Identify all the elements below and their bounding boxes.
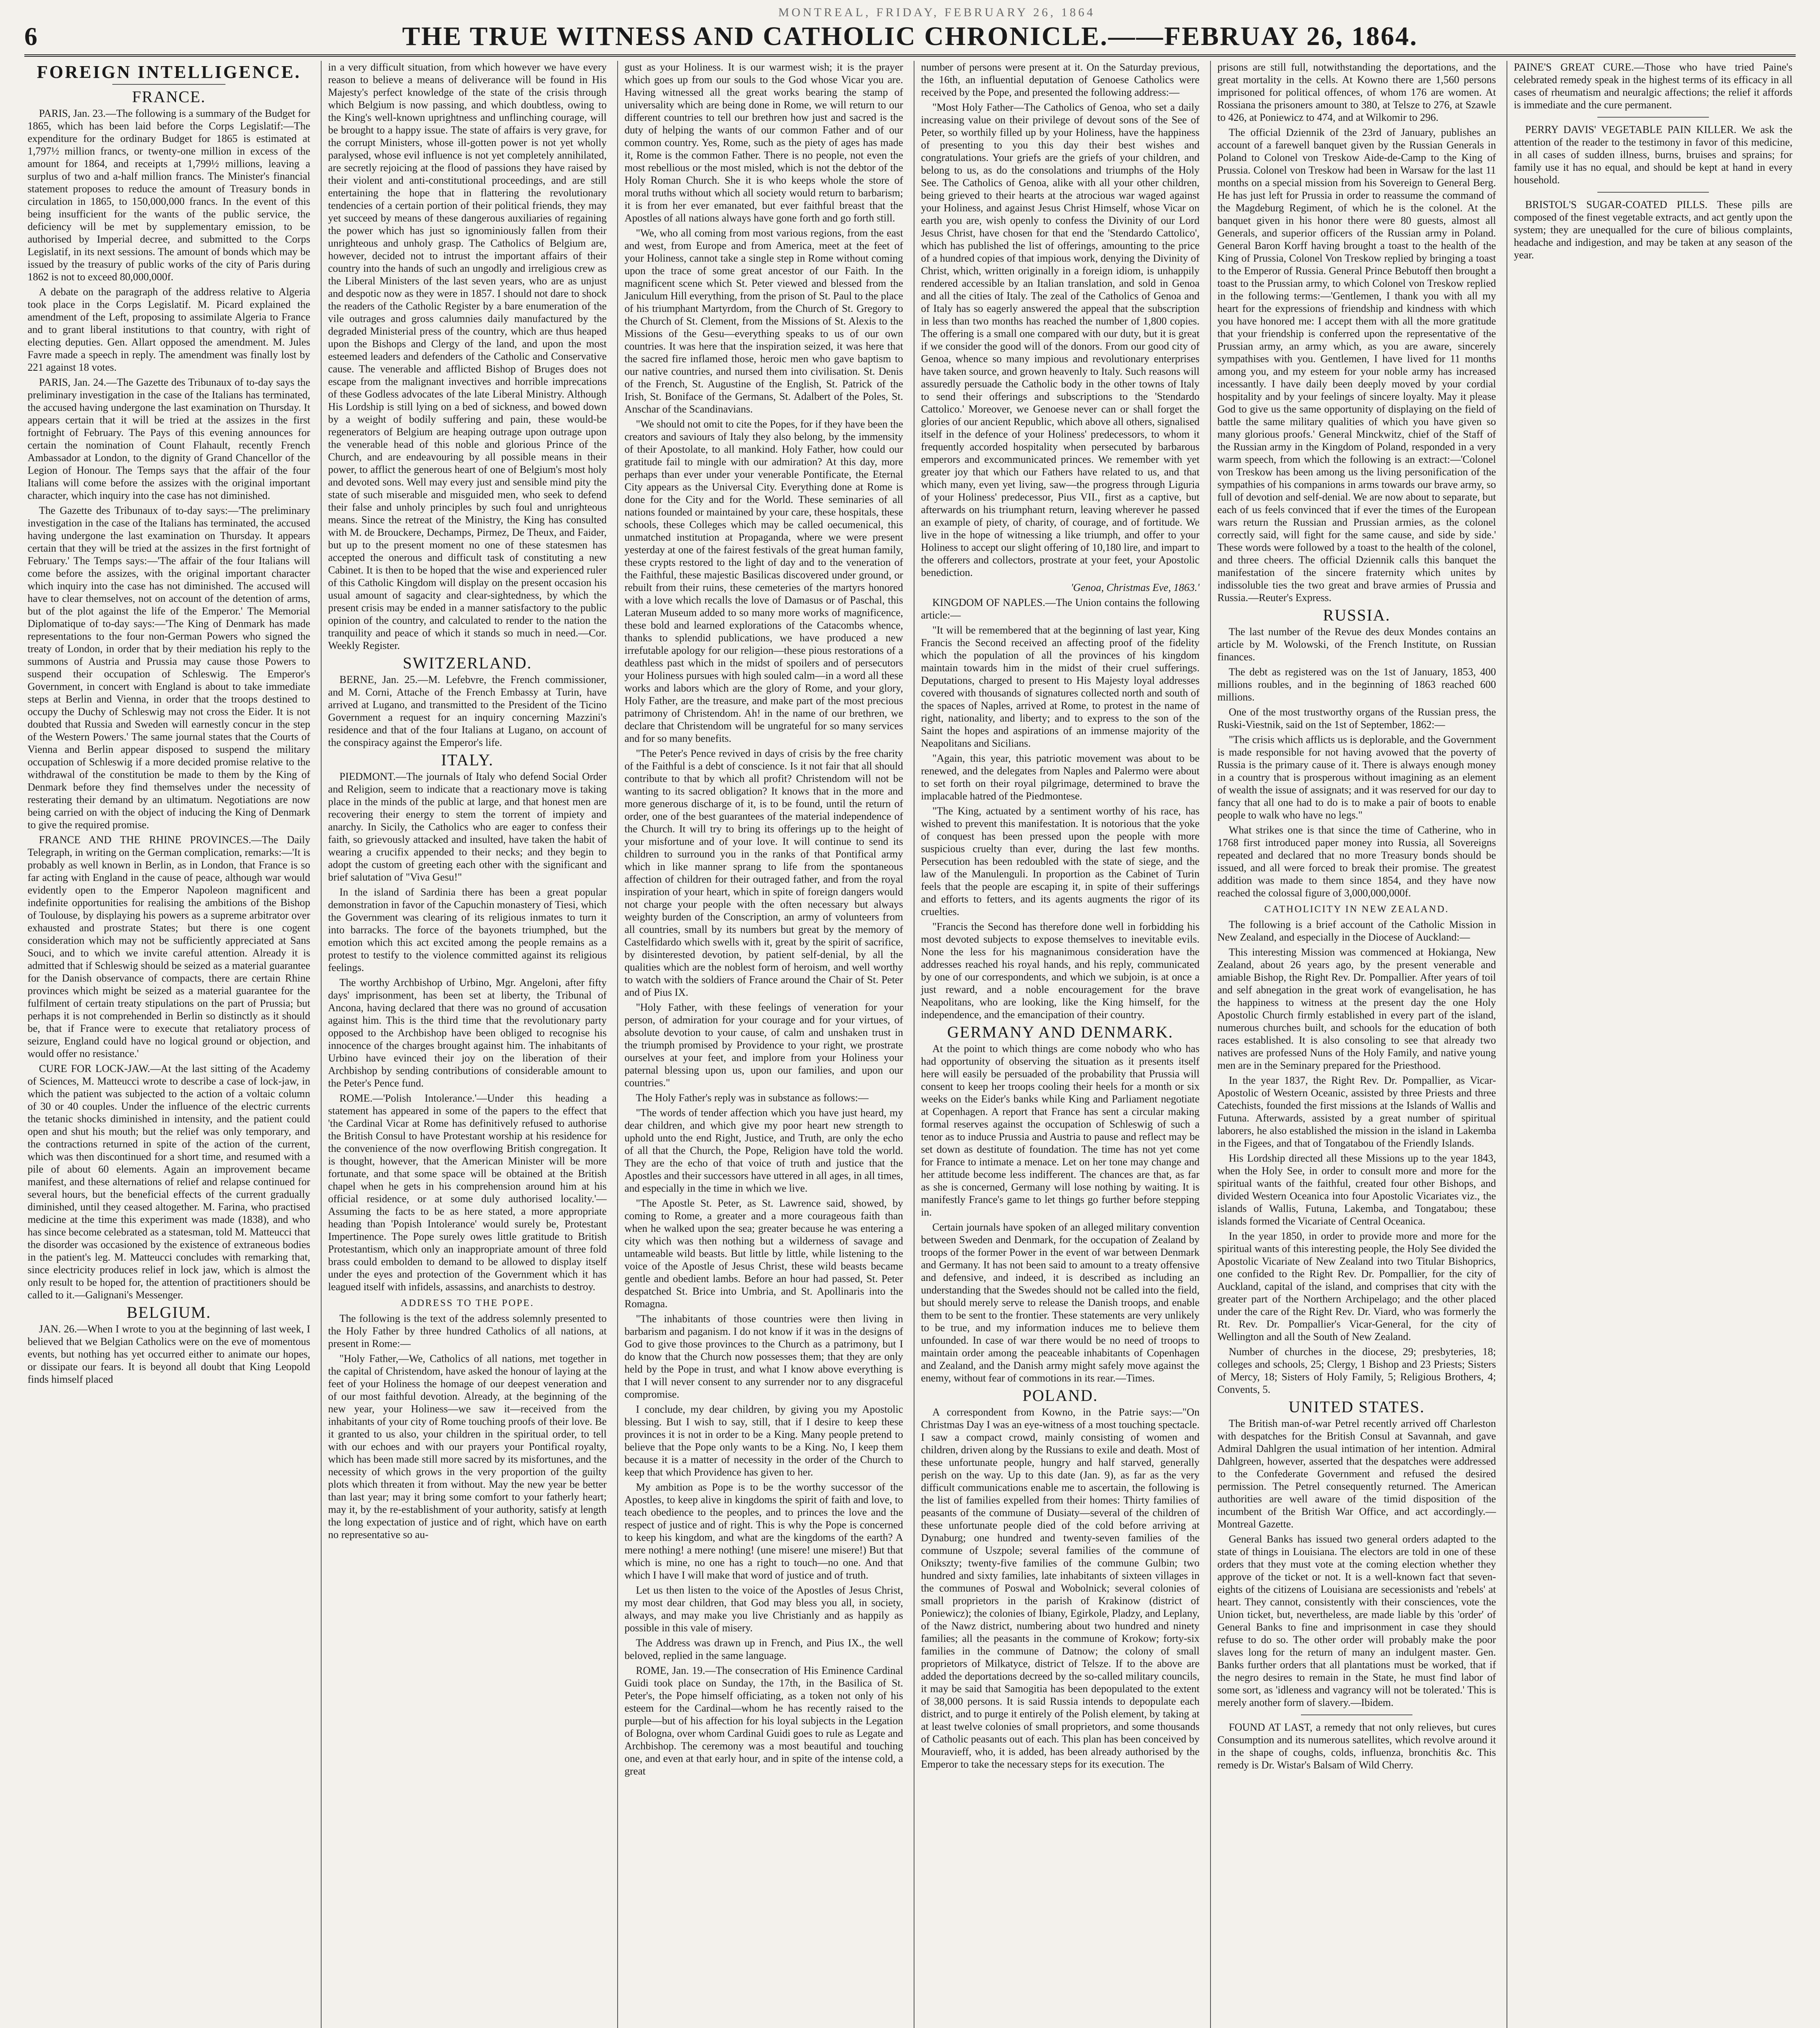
article-paragraph: PARIS, Jan. 23.—The following is a summary of the Budget for 1865, which has been laid before the Corps Legislatif:—The expenditure for the ordinary Budget for 1865 is estimated at 1,797½ million francs, or twenty-one million in excess of the amount for 1864, and receipts at 1,799½ millions, leaving a surplus of two and a-half million francs. The Minister's financial statement proposes to reduce the amount of Treasury bonds in circulation in 1865, to 150,000,000 francs. In the event of this being insufficient for the wants of the public service, the deficiency will be met by supplementary emission, to be authorised by Imperial decree, and submitted to the Corps Legislatif, in its next sessions. The amount of bonds which may be issued by the treasury of public works of the city of Paris during 1862 is not to exceed 80,000,000f. [28, 107, 310, 283]
country-heading-russia: RUSSIA. [1323, 606, 1391, 624]
country-heading-france: FRANCE. [132, 88, 206, 106]
article-paragraph: A correspondent from Kowno, in the Patrie says:—"On Christmas Day I was an eye-witness of a most touching spectacle. I saw a compact crowd, mainly consisting of women and children, driven along by the Russians to exile and death. Most of these unfortunate people, hungry and half starved, generally perish on the way. Up to this date (Jan. 9), as far as the very difficult communications enable me to ascertain, the following is the list of families expelled from their homes: Thirty families of peasants of the commune of Dusiaty—several of the children of these unfortunate people died of the cold before arriving at Dynaburg; one hundred and twenty-seven families of the commune of Uszpole; several families of the commune of Onikszty; twenty-five families of the commune Gulbin; two hundred and sixty families, late inhabitants of sixteen villages in the communes of Poswal and Wobolnick; several colonies of small proprietors in the parish of Krakinow (district of Poniewicz); the colonies of Ibiany, Egirkole, Pladzy, and Leplany, of the Nawz district, numbering about two hundred and ninety families; all the peasants in the commune of Krokow; forty-six families in the commune of Datnow; the colony of small proprietors of Milkatyce, district of Telsze. If to the above are added the deportations decreed by the so-called military councils, it may be said that Samogitia has been depopulated to the extent of 38,000 persons. It is said Russia intends to depopulate each district, and to purge it entirely of the Polish element, by taking at at least twelve colonies of small proprietors, and some thousands of Catholic peasants out of each. This plan has been conceived by Mouravieff, who, it is added, has been already authorised by the Emperor to take the necessary steps for its execution. The [921, 1406, 1200, 1770]
article-paragraph: gust as your Holiness. It is our warmest wish; it is the prayer which goes up from our souls to the God whose Vicar you are. Having witnessed all the great works bearing the stamp of universality which are being done in Rome, we will return to our different countries to tell our brethren how just and sacred is the duty of helping the wants of our common Father and of our common country. Yes, Rome, such as the piety of ages has made it, Rome is the common Father. There is no people, not even the most rebellious or the most misled, which is not the debtor of the Holy Roman Church. She it is who keeps whole the store of moral truths without which all society would return to barbarism; it is from her ever emanated, but ever faithful breast that the Apostles of all nations always have gone forth and go forth still. [625, 61, 903, 224]
article-paragraph: prisons are still full, notwithstanding the deportations, and the great mortality in the cells. At Kowno there are 1,560 persons imprisoned for political offences, of whom 176 are women. At Rossiana the prisoners amount to 380, at Telsze to 276, at Szawle to 426, at Poniewicz to 474, and at Wilkomir to 296. [1217, 61, 1496, 123]
masthead [24, 6, 1796, 57]
article-paragraph: In the island of Sardinia there has been a great popular demonstration in favor of the Capuchin monastery of Tiesi, which the Government was clearing of its religious inmates to turn it into barracks. The force of the bayonets triumphed, but the emotion which this act excited among the people remains as a protest to testify to the violence committed against its religious feelings. [328, 886, 607, 973]
article-paragraph: A debate on the paragraph of the address relative to Algeria took place in the Corps Legislatif. M. Picard explained the amendment of the Left, proposing to assimilate Algeria to France and to grant liberal institutions to that country, with right of electing deputies. Gen. Allart opposed the amendment. M. Jules Favre made a speech in reply. The amendment was finally lost by 221 against 18 votes. [28, 286, 310, 373]
article-paragraph: The British man-of-war Petrel recently arrived off Charleston with despatches for the British Consul at Savannah, and gave Admiral Dahlgren the usual intimation of her intention. Admiral Dahlgreen, however, asserted that the despatches were addressed to the Confederate Government and refused the desired permission. The Petrel consequently returned. The American authorities are well aware of the timid disposition of the incumbent of the British War Office, and act accordingly.—Montreal Gazette. [1217, 1418, 1496, 1530]
article-paragraph: PIEDMONT.—The journals of Italy who defend Social Order and Religion, seem to indicate that a reactionary move is taking place in the minds of the public at large, and that honest men are recovering their energy to stem the torrent of impiety and anarchy. In Sicily, the Catholics who are eager to confess their faith, so grievously attacked and insulted, have taken the habit of wearing a crucifix appended to their necks; and they begin to adopt the custom of greeting each other with the significant and brief salutation of "Viva Gesu!" [328, 771, 607, 883]
subheading-new-zealand: CATHOLICITY IN NEW ZEALAND. [1264, 904, 1449, 915]
article-paragraph: This interesting Mission was commenced at Hokianga, New Zealand, about 26 years ago, by the present venerable and amiable Bishop, the Right Rev. Dr. Pompallier. After years of toil and self abnegation in the great work of evangelisation, he has the happiness to witness at the present day the one Holy Apostolic Church firmly established in every part of the island, numerous churches built, and schools for the education of both races established. It is also consoling to see that already two natives are professed Nuns of the Holy Family, and native young men are in the Seminary prepared for the Priesthood. [1217, 946, 1496, 1071]
newspaper-title: THE TRUE WITNESS AND CATHOLIC CHRONICLE.——FEBRUAY 26, 1864. [402, 21, 1418, 51]
article-paragraph: In the year 1837, the Right Rev. Dr. Pompallier, as Vicar-Apostolic of Western Oceanic, assisted by three Priests and three Catechists, founded the first missions at the Islands of Wallis and Futuna. Afterwards, assisted by a great number of spiritual laborers, he also established the mission in the island in Lakemba in the Figees, and that of Tongatabou of the Friendly Islands. [1217, 1074, 1496, 1149]
column-4 [914, 61, 1203, 2028]
column-1 [24, 61, 313, 2028]
article-paragraph: Number of churches in the diocese, 29; presbyteries, 18; colleges and schools, 25; Clergy, 1 Bishop and 23 Priests; Sisters of Mercy, 18; Sisters of Holy Family, 5; Religious Brothers, 4; Convents, 5. [1217, 1346, 1496, 1395]
article-paragraph: in a very difficult situation, from which however we have every reason to believe a means of deliverance will be found in His Majesty's perfect knowledge of the state of the crisis through which Belgium is now passing, and which doubtless, owing to the King's well-known uprightness and unflinching courage, will be brought to a happy issue. The state of affairs is very grave, for the corrupt Ministers, whose ill-gotten power is not yet wholly paralysed, whose evil influence is not yet completely annihilated, are secretly rejoicing at the flood of passions they have raised by their violent and anti-constitutional proceedings, and are still entertaining the hope that in flattering the revolutionary tendencies of a certain portion of their political friends, they may yet succeed by means of these dangerous auxiliaries of regaining the power which has just so ignominiously fallen from their unrighteous and unholy grasp. The Catholics of Belgium are, however, decided not to intrust the important affairs of their country into the hands of such an ungodly and irreligious crew as the Liberal Ministers of the last seven years, who are as unjust and despotic now as they were in 1857. I should not dare to shock the readers of the Catholic Register by a bare enumeration of the vile outrages and gross calumnies daily manufactured by the degraded Ministerial press of the country, which are thus heaped upon the Bishops and Clergy of the land, and upon the most esteemed leaders and defenders of the Catholic and Conservative cause. The venerable and afflicted Bishop of Bruges does not escape from the malignant invectives and horrible imprecations of these Godless advocates of the late Liberal Ministry. Although His Lordship is still lying on a bed of sickness, and bowed down by a weight of bodily suffering and pain, these would-be regenerators of Belgium are heaping outrage upon outrage upon the venerable head of this noble and glorious Prince of the Church, and are endeavouring by all possible means in their power, to afflict the generous heart of one of Belgium's most holy and devoted sons. Well may every just and sensible mind pity the state of such miserable and misguided men, who seek to defend their false and unholy principles by such foul and unrighteous means. Since the retreat of the Ministry, the King has consulted with M. de Brouckere, Dechamps, Pirmez, De Theux, and Faider, but up to the present moment no one of these statesmen has accepted the onerous and difficult task of constituting a new Cabinet. It is then to be hoped that the wise and experienced ruler of this Catholic Kingdom will display on the present occasion his usual amount of sagacity and clear-sightedness, by which the present crisis may be ended in a manner satisfactory to the public opinion of the country, and calculated to render to the nation the tranquility and peace of which it stands so much in need.—Cor. Weekly Register. [328, 61, 607, 651]
article-paragraph: My ambition as Pope is to be the worthy successor of the Apostles, to keep alive in kingdoms the spirit of faith and love, to teach obedience to the peoples, and to princes the love and the respect of justice and of right. This is why the Pope is concerned to keep his kingdom, and what are the kingdoms of the earth? A mere nothing! a mere nothing! (une misere! une misere!) But that which is mine, no one has a right to touch—no one. And that which I have I will make that word of justice and of truth. [625, 1481, 903, 1581]
article-paragraph: "Holy Father, with these feelings of veneration for your person, of admiration for your courage and for your virtues, of absolute devotion to your cause, of calm and unshaken trust in the triumph promised by Providence to your right, we prostrate ourselves at your feet, and implore from your Holiness your paternal blessing upon us, upon our families, and upon our countries." [625, 1001, 903, 1089]
article-paragraph: In the year 1850, in order to provide more and more for the spiritual wants of this interesting people, the Holy See divided the Apostolic Vicariate of New Zealand into two Titular Bishoprics, one confided to the Right Rev. Dr. Pompallier, for the city of Auckland, capital of the island, and comprises that city with the greater part of the Northern Archipelago; and the other placed under the care of the Right Rev. Dr. Viard, who was formerly the Rt. Rev. Dr. Pompallier's Vicar-General, for the city of Wellington and all the South of New Zealand. [1217, 1230, 1496, 1343]
article-paragraph: Certain journals have spoken of an alleged military convention between Sweden and Denmark, for the occupation of Zealand by troops of the former Power in the event of war between Denmark and Germany. It has not been said to amount to a treaty offensive and defensive, and indeed, it is described as including an understanding that the Swedes should not be called into the field, but should merely serve to release the Danish troops, and enable them to be sent to the frontier. These statements are very unlikely to be true, and my information induces me to believe them unfounded. In case of war there would be no need of troops to maintain order among the peaceable inhabitants of Copenhagen and Zealand, and the Danish army might safely move against the enemy, without fear of commotions in its rear.—Times. [921, 1221, 1200, 1384]
divider [1301, 1714, 1412, 1715]
article-paragraph: The Address was drawn up in French, and Pius IX., the well beloved, replied in the same language. [625, 1637, 903, 1661]
section-heading: FOREIGN INTELLIGENCE. [36, 62, 301, 82]
article-paragraph: FRANCE AND THE RHINE PROVINCES.—The Daily Telegraph, in writing on the German complication, remarks:—'It is probably as well known in Berlin, as in London, that France is so far acting with England in the cause of peace, although war would evidently open to the Emperor Napoleon magnificent and indefinite opportunities for realising the ambitions of the Bishop of Toulouse, by displaying his powers as a supreme arbitrator over exhausted and prostrate States; but there is one cogent consideration which may not be sufficiently appreciated at Sans Souci, and to which we invite careful attention. Already it is admitted that if Schleswig should be seized as a material guarantee for the Danish observance of compacts, there are certain Rhine provinces which might be seized as a material guarantee for the fulfilment of certain treaty stipulations on the part of Prussia; but perhaps it is not comprehended in Berlin so distinctly as it should be, that if France were to execute that retaliatory process of seizure, England could have no logical ground or objection, and would offer no resistance.' [28, 834, 310, 1059]
article-paragraph: The Gazette des Tribunaux of to-day says:—'The preliminary investigation in the case of the Italians has terminated, the accused having undergone the last examination on Thursday. It appears certain that they will be tried at the assizes in the first fortnight of February.' The Temps says:—'The affair of the four Italians will come before the assizes, with the original important character which inquiry into the case has not diminished. The accused will have to clear themselves, not on account of the detention of arms, but of the plot against the life of the Emperor.' The Memorial Diplomatique of to-day says:—'The King of Denmark has made representations to the four non-German Powers who signed the treaty of London, in order that by their mediation his reply to the summons of Austria and Prussia may cause those Powers to suspend their occupation of Schleswig. The Emperor's Government, in concert with England is about to take immediate steps at Berlin and Vienna, in order that the troops destined to occupy the Duchy of Schleswig may not cross the Eider. It is not doubted that Russia and Sweden will earnestly concur in the step of the Western Powers.' The same journal states that the Courts of Vienna and Berlin appear disposed to suspend the military occupation of Schleswig if a more decided promise relative to the withdrawal of the constitution be made to them by the King of Denmark before they find themselves under the necessity of resterating their demand by an ultimatum. Negotiations are now being carried on with the object of inducing the King of Denmark to give the required promise. [28, 505, 310, 831]
article-paragraph: The last number of the Revue des deux Mondes contains an article by M. Wolowski, of the French Institute, on Russian finances. [1217, 626, 1496, 663]
article-paragraph: "Francis the Second has therefore done well in forbidding his most devoted subjects to expose themselves to inevitable evils. None the less for his magnanimous consideration have the addresses reached his royal hands, and his reply, communicated by one of our correspondents, and which we subjoin, is at once a just reward, and a noble encouragement for the brave Neapolitans, who are looking, like the King himself, for the independence, and the emancipation of their country. [921, 921, 1200, 1020]
article-paragraph: "The King, actuated by a sentiment worthy of his race, has wished to prevent this manifestation. It is notorious that the yoke of conquest has been pressed upon the people with more suspicious cruelty than ever, during the last few months. Persecution has been redoubled with the state of siege, and the law of the Manulenguli. In proportion as the Cabinet of Turin feels that the people are escaping it, in spite of their sufferings and efforts to fetters, and its agents augments the rigor of its cruelties. [921, 805, 1200, 917]
article-paragraph: The debt as registered was on the 1st of January, 1853, 400 millions roubles, and in the beginning of 1863 reached 600 millions. [1217, 666, 1496, 703]
article-paragraph: The worthy Archbishop of Urbino, Mgr. Angeloni, after fifty days' imprisonment, has been set at liberty, the Tribunal of Ancona, having declared that there was no ground of accusation against him. This is the third time that the revolutionary party opposed to the Archbishop have been obliged to recognise his innocence of the charges brought against him. The inhabitants of Urbino have evinced their joy on the liberation of their Archbishop by sending contributions of considerable amount to the Peter's Pence fund. [328, 977, 607, 1089]
page-number: 6 [24, 22, 37, 51]
advertisement-paragraph: FOUND AT LAST, a remedy that not only relieves, but cures Consumption and its numerous satellites, which revolve around it in the shape of coughs, colds, influenza, bronchitis &c. This remedy is Dr. Wistar's Balsam of Wild Cherry. [1217, 1721, 1496, 1771]
article-paragraph: "It will be remembered that at the beginning of last year, King Francis the Second received an affecting proof of the fidelity which the population of all the provinces of his kingdom maintain towards him in the midst of their cruel sufferings. Deputations, charged to present to His Majesty loyal addresses covered with thousands of signatures collected north and south of the spaces of Naples, arrived at Rome, to protest in the name of right, nationality, and liberty; and to express to the son of the Saint the hopes and aspirations of an immense majority of the Neapolitans and Sicilians. [921, 624, 1200, 749]
advertisement-paragraph: PERRY DAVIS' VEGETABLE PAIN KILLER. We ask the attention of the reader to the testimony in favor of this medicine, in all cases of sudden illness, burns, bruises and sprains; for family use it has no equal, and should be kept at hand in every household. [1514, 124, 1792, 186]
country-heading-poland: POLAND. [1022, 1386, 1098, 1405]
article-paragraph: "Holy Father,—We, Catholics of all nations, met together in the capital of Christendom, have asked the honour of laying at the feet of your Holiness the homage of our deepest veneration and of our most faithful devotion. Already, at the beginning of the new year, your Holiness—we saw it—received from the inhabitants of your city of Rome touching proofs of their love. Be it granted to us also, your children in the spiritual order, to tell with our echoes and with our prayers your Pontifical royalty, which has been made still more sacred by its misfortunes, and the necessity of which grows in the very proportion of the guilty plots which threaten it from without. May the new year be better than last year; may it bring some comfort to your fatherly heart; may it, by the re-establishment of your authority, satisfy at length the long expectation of justice and of right, which have on earth no representative so au- [328, 1353, 607, 1540]
country-heading-switzerland: SWITZERLAND. [403, 654, 532, 672]
masthead-top-line: MONTREAL, FRIDAY, FEBRUARY 26, 1864 [778, 6, 1095, 19]
article-paragraph: The official Dziennik of the 23rd of January, publishes an account of a farewell banquet given by the Russian Generals in Poland to Colonel von Treskow Aide-de-Camp to the King of Prussia. Colonel von Treskow had been in Warsaw for the last 11 months on a special mission from his Sovereign to General Berg. He has just left for Prussia in order to reassume the command of the Magdeburg Regiment, of which he is the colonel. At the banquet given in his honor there were 80 guests, almost all Generals, and superior officers of the Russian army in Poland. General Baron Korff having brought a toast to the health of the King of Prussia, Colonel Von Treskow replied by bringing a toast to the Emperor of Russia. General Prince Bebutoff then brought a toast to the Prussian army, to which Colonel von Treskow replied in the following terms:—'Gentlemen, I thank you with all my heart for the expressions of friendship and kindness with which you have honored me: I accept them with all the more gratitude that your friendship is conferred upon the representative of the Prussian army, an army which, as you are aware, sincerely sympathises with you. Gentlemen, I have lived for 11 months among you, and my esteem for your noble army has increased incessantly. I have daily been deeply moved by your cordial hospitality and by your feelings of sincere loyalty. May it please God to give us the same opportunity of displaying on the field of battle the same military qualities of which you have given so many glorious proofs.' General Minckwitz, chief of the Staff of the Russian army in the Kingdom of Poland, responded in a very warm speech, from which the following is an extract:—'Colonel von Treskow has been among us the living personification of the sympathies of his companions in arms towards our brave army, so full of devotion and self-denial. We are now about to separate, but each of us feels convinced that if ever the times of the European wars return the Russian and Prussian armies, as the colonel correctly said, will fight for the same cause, and side by side.' These words were followed by a toast to the health of the colonel, and three cheers. The official Dziennik calls this banquet the manifestation of the sincere fraternity which unites by indissoluble ties the two great and brave armies of Prussia and Russia.—Reuter's Express. [1217, 127, 1496, 604]
article-paragraph: The following is the text of the address solemnly presented to the Holy Father by three hundred Catholics of all nations, at present in Rome:— [328, 1313, 607, 1349]
article-paragraph: KINGDOM OF NAPLES.—The Union contains the following article:— [921, 597, 1200, 621]
article-paragraph: His Lordship directed all these Missions up to the year 1843, when the Holy See, in order to consult more and more for the spiritual wants of the faithful, created four other Bishops, and divided Western Oceanica into four Apostolic Vicariates viz., the islands of Wallis, Futuna, Lakemba, and Tongatabou; these islands formed the Vicariate of Central Oceanica. [1217, 1152, 1496, 1227]
column-5 [1210, 61, 1499, 2028]
article-paragraph: The following is a brief account of the Catholic Mission in New Zealand, and especially in the Diocese of Auckland:— [1217, 919, 1496, 943]
article-paragraph: ROME.—'Polish Intolerance.'—Under this heading a statement has appeared in some of the papers to the effect that 'the Cardinal Vicar at Rome has definitively refused to authorise the British Consul to have Protestant worship at his residence for the convenience of the now overflowing British congregation. It is thought, however, that the American Minister will be more fortunate, and that some space will be obtained at the British chapel when he gets in his comprehension around him at his official residence, or at some duly authorised locality.'—Assuming the facts to be as here stated, a more appropriate heading than 'Popish Intolerance' would surely be, Protestant Impertinence. The Pope surely owes little gratitude to British Protestantism, which only an inappropriate amount of three fold brass could embolden to demand to be allowed to display itself under the eyes and protection of the Government which it has leagued itself with infidels, assassins, and anarchists to destroy. [328, 1092, 607, 1293]
article-paragraph: What strikes one is that since the time of Catherine, who in 1768 first introduced paper money into Russia, all Sovereigns repeated and declared that no more Treasury bonds should be issued, and all were forced to break their promise. The greatest addition was made to them since 1854, and they have now reached the colossal figure of 3,000,000,000f. [1217, 824, 1496, 899]
article-paragraph: "The Apostle St. Peter, as St. Lawrence said, showed, by coming to Rome, a greater and a more courageous faith than when he walked upon the sea; greater because he was entering a city which was then nothing but a wilderness of savage and untameable wild beasts. But little by little, while listening to the voice of the Apostle of Jesus Christ, these wild beasts became gentle and obedient lambs. Before an hour had passed, St. Peter despatched St. Brice into Umbria, and St. Apollinaris into the Romagna. [625, 1197, 903, 1310]
article-paragraph: General Banks has issued two general orders adapted to the state of things in Louisiana. The electors are told in one of these orders that they must vote at the coming election whether they approve of the ticket or not. It is a well-known fact that seven-eights of the citizens of Louisiana are secessionists and 'rebels' at heart. They cannot, consistently with their consciences, vote the Union ticket, but, nevertheless, are made liable by this 'order' of General Banks to fine and imprisonment in case they should refuse to do so. The other order will probably make the poor slaves long for the return of many an indulgent master. Gen. Banks further orders that all plantations must be worked, that if the negro desires to remain in the State, he must find labor of some sort, as 'idleness and vagrancy will not be tolerated.' This is merely another form of slavery.—Ibidem. [1217, 1533, 1496, 1708]
article-paragraph: I conclude, my dear children, by giving you my Apostolic blessing. But I wish to say, still, that if I desire to keep these provinces it is not in order to be a King. Many people pretend to believe that the Pope only wants to be a King. No, I keep them because it is a matter of necessity in the order of the Church to keep that which Providence has given to her. [625, 1403, 903, 1478]
country-heading-united-states: UNITED STATES. [1288, 1398, 1425, 1416]
article-paragraph: JAN. 26.—When I wrote to you at the beginning of last week, I believed that we Belgian Catholics were on the eve of momentous events, but nothing has yet occurred either to animate our hopes, or dissipate our fears. It is beyond all doubt that King Leopold finds himself placed [28, 1323, 310, 1385]
article-paragraph: CURE FOR LOCK-JAW.—At the last sitting of the Academy of Sciences, M. Matteucci wrote to describe a case of lock-jaw, in which the patient was subjected to the action of a voltaic column of 30 or 40 couples. Under the influence of the electric currents the tetanic shocks diminished in intensity, and the patient could open and shut his mouth; but the relief was only temporary, and the contractions returned in spite of the action of the current, which was then discontinued for a short time, and resumed with a pile of about 60 elements. Again an improvement became manifest, and these alternations of relief and relapse continued for several hours, but the beneficial effects of the current gradually diminished, until they ceased altogether. M. Farina, who practised medicine at the time this experiment was made (1838), and who has since become celebrated as a statesman, told M. Matteucci that the disorder was occasioned by the existence of extraneous bodies in the patient's leg. M. Matteucci concludes with remarking that, since electricity produces relief in lock jaw, which is almost the only result to be hoped for, the attention of practitioners should be called to it.—Galignani's Messenger. [28, 1063, 310, 1301]
country-heading-belgium: BELGIUM. [127, 1303, 211, 1321]
advertisement-paragraph: BRISTOL'S SUGAR-COATED PILLS. These pills are composed of the finest vegetable extracts, and act gently upon the system; they are unequalled for the cure of bilious complaints, headache and indigestion, and may be taken at any season of the year. [1514, 199, 1792, 261]
country-heading-italy: ITALY. [441, 751, 494, 769]
masthead-line [24, 22, 1796, 51]
article-paragraph: number of persons were present at it. On the Saturday previous, the 16th, an influential deputation of Genoese Catholics were received by the Pope, and presented the following address:— [921, 61, 1200, 98]
divider [1597, 192, 1709, 193]
country-heading-germany-denmark: GERMANY AND DENMARK. [947, 1023, 1174, 1041]
article-paragraph: "We should not omit to cite the Popes, for if they have been the creators and saviours of Italy they also belong, by the immensity of their Apostolate, to all mankind. Holy Father, how could our gratitude fail to mingle with our admiration? At this day, more perhaps than ever under your venerable Pontificate, the Eternal City appears as the Universal City. Everything done at Rome is done for the City and for the World. These seminaries of all nations founded or maintained by your care, these hospitals, these schools, these Colleges which may be called oecumenical, this unmatched institution at Propaganda, where we were present yesterday at one of the fairest festivals of the great human family, these crypts restored to the light of day and to the veneration of the Faithful, these majestic Basilicas discovered under ground, or rebuilt from their ruins, these cemeteries of the martyrs honored with a love which recalls the love of Damasus or of Paschal, this Lateran Museum added to so many more works of magnificence, these bold and learned explorations of the Catacombs whence, thanks to splendid publications, we have produced a new irrefutable apology for our religion—these pious restorations of a deathless past which in the midst of spoilers and of persecutors your Holiness pursues with high souled calm—in a word all these works and labors which are the glory of Rome, and your glory, Holy Father, are the treasure, and make part of the most precious patrimony of Christendom. Ah! in the name of our brethren, we declare that Christendom will be ungrateful for so many services and for so many benefits. [625, 418, 903, 744]
divider [112, 84, 225, 85]
article-paragraph: "The Peter's Pence revived in days of crisis by the free charity of the Faithful is a debt of conscience. Is it not fair that all should contribute to that by which all profit? Christendom will not be wanting to its sacred obligation? It knows that in the more and more generous discharge of it, is to be found, until the return of order, one of the best guarantees of the material independence of the Church. It will try to bring its offerings up to the height of your misfortune and of your love. It will continue to send its children to surround you in the ranks of that Pontifical army which in like manner sprang to life from the spontaneous affection of children for their outraged father, and from the royal inspiration of your heart, which in spite of foreign dangers would not charge your people with the often necessary but always weighty burden of the Conscription, an army of volunteers from all countries, small by its numbers but great by the memory of Castelfidardo which swells with it, great by the spirit of sacrifice, by disinterested devotion, by patient self-denial, by all the qualities which are the noblest form of heroism, and well worthy to watch with the soldiers of France around the Chair of St. Peter and of Pius IX. [625, 748, 903, 998]
divider [1597, 117, 1709, 118]
column-3 [617, 61, 906, 2028]
article-paragraph: At the point to which things are come nobody who who has had opportunity of observing the situation as it presents itself here will easily be persuaded of the probability that Prussia will consent to keep her troops cooling their heels for a month or six weeks on the Eider's banks while King and Parliament negotiate at Copenhagen. A report that France has sent a circular making formal reserves against the occupation of Schleswig of such a tenor as to induce Prussia and Austria to pause and reflect may be set down as destitute of foundation. The time has not yet come for France to intimate a menace. Let on her tone may change and her attitude become less indifferent. The chances are that, as far as she is concerned, Germany will lose nothing by waiting. It is manifestly France's game to let things go further before stepping in. [921, 1043, 1200, 1218]
article-paragraph: Let us then listen to the voice of the Apostles of Jesus Christ, my most dear children, that God may bless you all, in society, always, and may make you live Christianly and as happily as possible in this vale of misery. [625, 1584, 903, 1634]
article-paragraph: "The words of tender affection which you have just heard, my dear children, and which give my poor heart new strength to uphold unto the end Right, Justice, and Truth, are only the echo of all that the Church, the Pope, Religion have told the world. They are the echo of that voice of truth and justice that the Apostles and their successors have uttered in all ages, in all times, and especially in the time in which we live. [625, 1107, 903, 1194]
article-paragraph: ROME, Jan. 19.—The consecration of His Eminence Cardinal Guidi took place on Sunday, the 17th, in the Basilica of St. Peter's, the Pope himself officiating, as a token not only of his esteem for the Cardinal—whom he has recently raised to the purple—but of his affection for his loyal subjects in the Legation of Bologna, over whom Cardinal Guidi goes to rule as Legate and Archbishop. The ceremony was a most beautiful and touching one, and even at that early hour, and in spite of the intense cold, a great [625, 1665, 903, 1777]
columns [24, 61, 1796, 2028]
article-paragraph: One of the most trustworthy organs of the Russian press, the Ruski-Viestnik, said on the 1st of September, 1862:— [1217, 706, 1496, 730]
article-paragraph: "We, who all coming from most various regions, from the east and west, from Europe and from America, meet at the feet of your Holiness, cannot take a single step in Rome without coming upon the trace of some great ancestor of our Faith. In the magnificent scene which St. Peter viewed and blessed from the Janiculum Hill everything, from the prison of St. Paul to the place of his triumphant Martyrdom, from the Church of St. Gregory to the Church of St. Clement, from the Missions of St. Alexis to the Missions of the Gesu—everything speaks to us of our own countries. It was here that the inspiration seized, it was here that the sacred fire inflamed those, heroic men who gave baptism to our native countries, and nursed them into civilisation. St. Denis of the French, St. Augustine of the English, St. Patrick of the Irish, St. Boniface of the Germans, St. Adalbert of the Poles, St. Anschar of the Scandinavians. [625, 227, 903, 415]
article-paragraph: "The inhabitants of those countries were then living in barbarism and paganism. I do not know if it was in the designs of God to give those provinces to the Church as a patrimony, but I do know that the Church now possesses them; that they are only held by the Pope in trust, and what I know above everything is that I will never consent to any surrender nor to any disgraceful compromise. [625, 1313, 903, 1400]
article-paragraph: BERNE, Jan. 25.—M. Lefebvre, the French commissioner, and M. Corni, Attache of the French Embassy at Turin, have arrived at Lugano, and transmitted to the President of the Ticino Government a request for an inquiry concerning Mazzini's residence and that of the four Italians at Lugano, on account of the conspiracy against the Emperor's life. [328, 674, 607, 748]
article-paragraph: PARIS, Jan. 24.—The Gazette des Tribunaux of to-day says the preliminary investigation in the case of the Italians has terminated, the accused having undergone the last examination on Thursday. It appears certain that it will be tried at the assizes in the first fortnight of February. The Pays of this evening announces for certain the nomination of Count Flahault, recently French Ambassador at London, to the dignity of Grand Chancellor of the Legion of Honour. The Temps says that the affair of the four Italians will come before the assizes with the original important character, which inquiry into the case has not diminished. [28, 376, 310, 501]
column-6 [1507, 61, 1796, 2028]
signature-line: 'Genoa, Christmas Eve, 1863.' [1071, 582, 1200, 593]
article-paragraph: "Most Holy Father—The Catholics of Genoa, who set a daily increasing value on their privilege of devout sons of the See of Peter, so worthily filled up by your Holiness, have the happiness of presenting to you this day their best wishes and congratulations. Your griefs are the griefs of your children, and belong to us, as do the consolations and triumphs of the Holy See. The Catholics of Genoa, alike with all your other children, being grieved to their hearts at the atrocious war waged against your Holiness, and against Jesus Christ Himself, whose Vicar on earth you are, wish openly to confess the Divinity of our Lord Jesus Christ, have chosen for that end the 'Stendardo Cattolico', which has published the list of offerings, amounting to the price of a hundred copies of that impious work, denying the Divinity of Christ, which, written originally in a foreign idiom, is unhappily rendered accessible by an Italian translation, and sold in Genoa and all the cities of Italy. The zeal of the Catholics of Genoa and of Italy has so eagerly answered the appeal that the subscription in less than two months has reached the number of 1,800 copies. The offering is a small one compared with our duty, but it is great if we consider the good will of the donors. From our good city of Genoa, whence so many impious and revolutionary enterprises have taken source, and grown heavenly to Italy. Such reasons will assuredly persuade the Catholic body in the other towns of Italy to send their offerings and subscriptions to the 'Stendardo Cattolico.' Moreover, we Genoese never can or shall forget the glories of our ancient Republic, which above all others, signalised itself in the defence of your Holiness' predecessors, to whom it frequently accorded hospitality when persecuted by barbarous emperors and excommunicated princes. We remember with yet greater joy that which our Fathers have related to us, and that which many, even yet living, saw—the progress through Liguria of your Holiness' predecessor, Pius VII., first as a captive, but afterwards on his triumphant return, leaving wherever he passed an example of piety, of charity, of courage, and of fortitude. We live in the hope of witnessing a like triumph, and offer to your Holiness to accept our slight offering of 10,180 lire, and impart to the offerers and collectors, prostrate at your feet, your Apostolic benediction. [921, 101, 1200, 578]
article-paragraph: The Holy Father's reply was in substance as follows:— [636, 1092, 869, 1104]
article-paragraph: "The crisis which afflicts us is deplorable, and the Government is made responsible for not having avowed that the poverty of Russia is the primary cause of it. There is always enough money in a country that is prosperous without imagining as an element of wealth the issue of assignats; and it was reserved for our day to fancy that all one had to do is to make a pair of boots to enable people to walk who have no legs." [1217, 734, 1496, 821]
article-paragraph: "Again, this year, this patriotic movement was about to be renewed, and the delegates from Naples and Palermo were about to set forth on their royal pilgrimage, determined to brave the implacable hatred of the Piedmontese. [921, 752, 1200, 802]
advertisement-paragraph: PAINE'S GREAT CURE.—Those who have tried Paine's celebrated remedy speak in the highest terms of its efficacy in all cases of rheumatism and neuralgic affections; the relief it affords is immediate and the cure permanent. [1514, 61, 1792, 111]
column-2 [321, 61, 610, 2028]
subheading-address-to-the-pope: ADDRESS TO THE POPE. [400, 1298, 534, 1308]
